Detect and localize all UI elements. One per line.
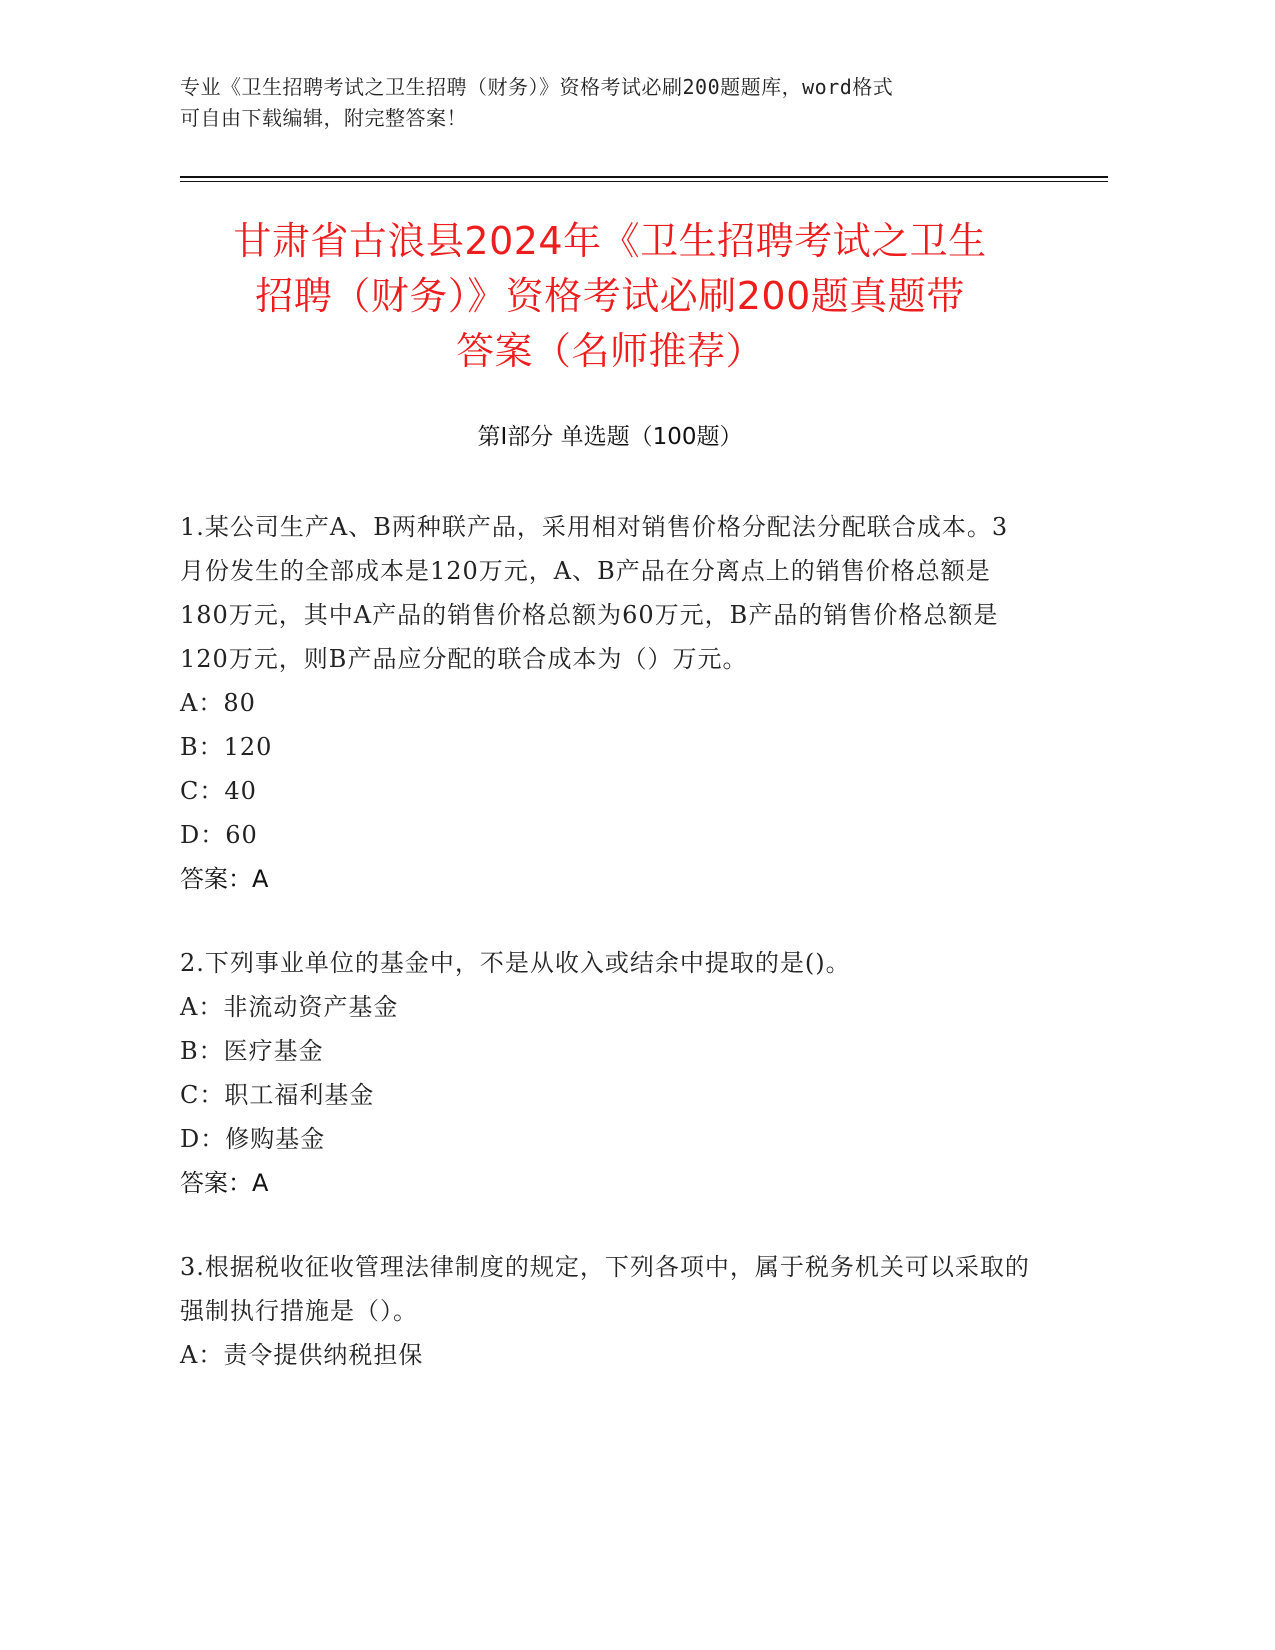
question-1 — [180, 505, 1030, 901]
option-d: D：60 — [180, 821, 258, 849]
header-note — [180, 72, 1040, 134]
question-text: 3.根据税收征收管理法律制度的规定，下列各项中，属于税务机关可以采取的强制执行措施是（）。 — [180, 1253, 1030, 1325]
question-2 — [180, 941, 1030, 1205]
document-title — [160, 214, 1060, 379]
question-3 — [180, 1245, 1030, 1377]
option-c: C：职工福利基金 — [180, 1081, 375, 1109]
answer: 答案：A — [180, 865, 269, 893]
document-title-line-3: 答案（名师推荐） — [455, 329, 764, 373]
header-note-line-2: 可自由下载编辑，附完整答案！ — [180, 106, 467, 130]
question-text: 2.下列事业单位的基金中，不是从收入或结余中提取的是()。 — [180, 949, 851, 977]
question-text: 1.某公司生产A、B两种联产品，采用相对销售价格分配法分配联合成本。3月份发生的全部成本是120万元，A、B产品在分离点上的销售价格总额是180万元，其中A产品的销售价格总额为60万元，B产品的销售价格总额是120万元，则B产品应分配的联合成本为（）万元。 — [180, 513, 1009, 673]
header-divider — [180, 176, 1108, 182]
section-title: 第Ⅰ部分 单选题（100题） — [477, 424, 743, 450]
question-list — [180, 505, 1030, 1417]
document-title-line-2: 招聘（财务）》资格考试必刷200题真题带 — [255, 274, 965, 318]
option-b: B：医疗基金 — [180, 1037, 324, 1065]
option-a: A：80 — [180, 689, 256, 717]
option-c: C：40 — [180, 777, 257, 805]
answer: 答案：A — [180, 1169, 269, 1197]
option-d: D：修购基金 — [180, 1125, 326, 1153]
option-b: B：120 — [180, 733, 273, 761]
document-title-line-1: 甘肃省古浪县2024年《卫生招聘考试之卫生 — [233, 219, 987, 263]
option-a: A：非流动资产基金 — [180, 993, 399, 1021]
option-a: A：责令提供纳税担保 — [180, 1341, 424, 1369]
header-note-line-1: 专业《卫生招聘考试之卫生招聘（财务）》资格考试必刷200题题库，word格式 — [180, 75, 894, 99]
